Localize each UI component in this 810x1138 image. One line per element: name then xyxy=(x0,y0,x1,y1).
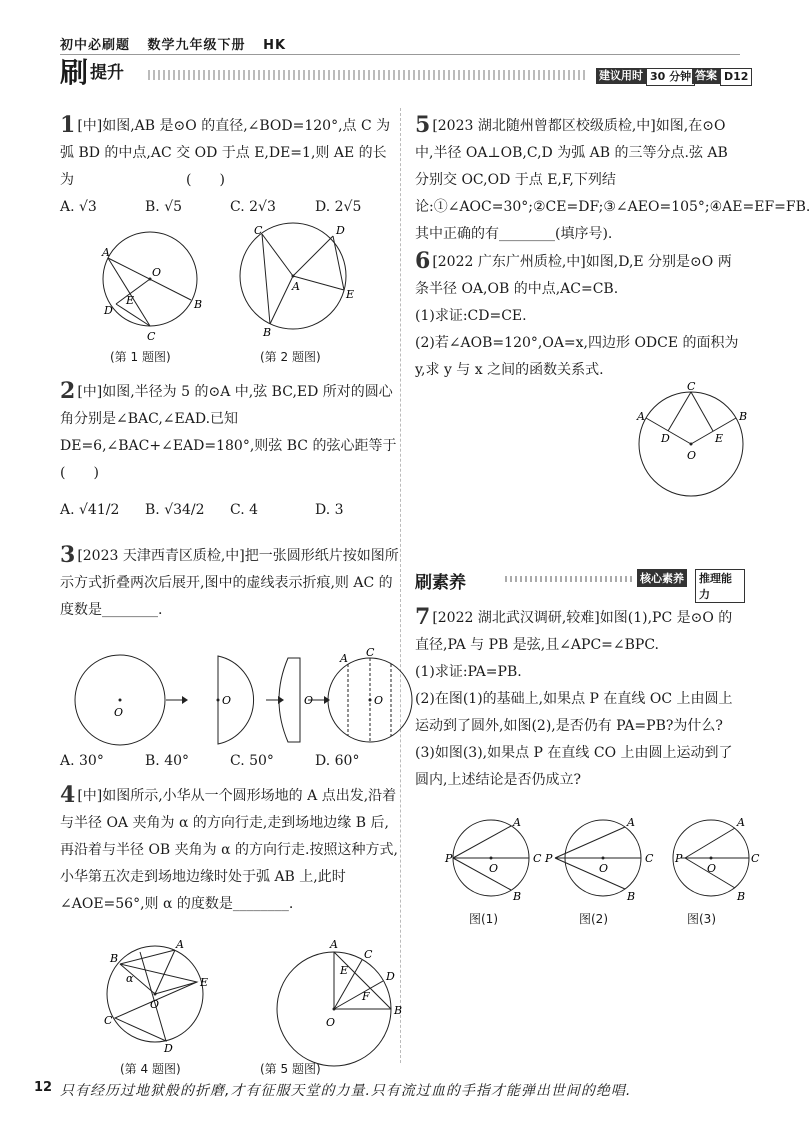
caption-fig1: (第 1 题图) xyxy=(110,350,171,364)
svg-text:A: A xyxy=(292,280,300,293)
caption-fig2: (第 2 题图) xyxy=(260,350,321,364)
svg-text:C: C xyxy=(366,646,375,659)
svg-text:B: B xyxy=(737,890,746,903)
svg-text:D: D xyxy=(661,432,670,445)
q7-part1: (1)求证:PA=PB. xyxy=(415,664,522,680)
caption-q7-fig3: 图(3) xyxy=(687,912,716,926)
section-header xyxy=(415,568,745,601)
section-brand: 刷提升 xyxy=(60,56,125,89)
svg-text:E: E xyxy=(346,288,355,301)
svg-text:E: E xyxy=(200,976,209,989)
svg-text:C: C xyxy=(533,852,542,865)
svg-text:E: E xyxy=(340,964,349,977)
q6-figure xyxy=(635,380,755,504)
svg-text:A: A xyxy=(737,816,745,829)
q1-options: A. √3 B. √5 C. 2√3 D. 2√5 xyxy=(60,199,362,215)
svg-text:O: O xyxy=(326,1016,336,1029)
q1-text: [中]如图,AB 是⊙O 的直径,∠BOD=120°,点 C 为弧 BD 的中点,AC 交 OD 于点 E,DE=1,则 AE 的长为 ( ) xyxy=(60,118,391,188)
answer-label: 答案 xyxy=(692,68,720,84)
q3-options-wrap xyxy=(60,748,400,775)
caption-fig5: (第 5 题图) xyxy=(260,1062,321,1076)
svg-text:O: O xyxy=(114,706,124,719)
q3-text: [2023 天津西青区质检,中]把一张圆形纸片按如图所示方式折叠两次后展开,图中的虚线表示折痕,则 AC 的度数是________. xyxy=(60,548,399,618)
svg-text:A: A xyxy=(340,652,348,665)
time-label: 建议用时 xyxy=(596,68,646,84)
q5-text: [2023 湖北随州曾都区校级质检,中]如图,在⊙O 中,半径 OA⊥OB,C,D 为弧 AB 的三等分点.弦 AB 分别交 OC,OD 于点 E,F,下列结论:①∠AOC=30°;②CE=DF;③∠AEO=105°;④AE=EF=FB.其中正确的有________(填序号). xyxy=(415,118,810,242)
answer-value: D12 xyxy=(720,68,752,86)
svg-text:O: O xyxy=(150,998,160,1011)
svg-text:C: C xyxy=(104,1014,113,1027)
svg-text:O: O xyxy=(687,449,697,462)
svg-text:O: O xyxy=(222,694,232,707)
svg-text:C: C xyxy=(751,852,760,865)
q6-part1: (1)求证:CD=CE. xyxy=(415,308,527,324)
page-number: 12 xyxy=(34,1080,53,1095)
svg-text:O: O xyxy=(152,266,162,279)
edition: HK xyxy=(263,38,287,53)
svg-text:P: P xyxy=(675,852,683,865)
svg-text:C: C xyxy=(645,852,654,865)
svg-text:A: A xyxy=(330,938,338,951)
caption-fig4: (第 4 题图) xyxy=(120,1062,181,1076)
header-divider xyxy=(60,54,740,55)
svg-text:O: O xyxy=(707,862,717,875)
badge-core: 核心素养 xyxy=(637,569,687,587)
question-1: 1 [中]如图,AB 是⊙O 的直径,∠BOD=120°,点 C 为弧 BD 的中点,AC 交 OD 于点 E,DE=1,则 AE 的长为 ( ) A. √3 B. √5 C. 2√3 D. 2√5 xyxy=(60,112,400,221)
svg-text:D: D xyxy=(164,1042,173,1055)
q4-q5-figures xyxy=(100,934,403,1055)
q1-q2-figures xyxy=(90,224,390,349)
footer-quote: 只有经历过地狱般的折磨,才有征服天堂的力量.只有流过血的手指才能弹出世间的绝唱. xyxy=(60,1083,632,1099)
section-dots xyxy=(505,576,635,582)
question-6: 6 [2022 广东广州质检,中]如图,D,E 分别是⊙O 两条半径 OA,OB 的中点,AC=CB. (1)求证:CD=CE. (2)若∠AOB=120°,OA=x,四边形 ODCE 的面积为 y,求 y 与 x 之间的函数关系式. xyxy=(415,248,745,384)
svg-text:C: C xyxy=(687,380,696,393)
badge-skill: 推理能力 xyxy=(695,569,745,603)
svg-text:B: B xyxy=(513,890,522,903)
svg-text:D: D xyxy=(386,970,395,983)
subject-title: 数学九年级下册 xyxy=(147,38,246,53)
svg-text:A: A xyxy=(176,938,184,951)
svg-text:A: A xyxy=(627,816,635,829)
svg-text:C: C xyxy=(254,224,263,237)
q6-part2: (2)若∠AOB=120°,OA=x,四边形 ODCE 的面积为 y,求 y 与 x 之间的函数关系式. xyxy=(415,335,739,378)
question-7: 7 [2022 湖北武汉调研,较难]如图(1),PC 是⊙O 的直径,PA 与 PB 是弦,且∠APC=∠BPC. (1)求证:PA=PB. (2)在图(1)的基础上,如果点 P 在直线 OC 上由圆上运动到了圆外,如图(2),是否仍有 PA=PB?为什么? (3)如图(3),如果点 P 在直线 CO 上由圆上运动到了圆内,上述结论是否仍成立? xyxy=(415,604,745,794)
svg-text:B: B xyxy=(194,298,203,311)
q4-text: [中]如图所示,小华从一个圆形场地的 A 点出发,沿着与半径 OA 夹角为 α 的方向行走,走到场地边缘 B 后,再沿着与半径 OB 夹角为 α 的方向行走.按照这种方式,小华第五次走到场地边缘时处于弧 AB 上,此时∠AOE=56°,则 α 的度数是________. xyxy=(60,788,398,912)
svg-text:B: B xyxy=(739,410,748,423)
q7-figures xyxy=(445,816,760,906)
running-header xyxy=(60,34,298,53)
svg-text:B: B xyxy=(110,952,119,965)
svg-text:F: F xyxy=(362,990,370,1003)
q7-part2: (2)在图(1)的基础上,如果点 P 在直线 OC 上由圆上运动到了圆外,如图(2),是否仍有 PA=PB?为什么? xyxy=(415,691,733,734)
q2-text: [中]如图,半径为 5 的⊙A 中,弦 BC,ED 所对的圆心角分别是∠BAC,∠EAD.已知 DE=6,∠BAC+∠EAD=180°,则弦 BC 的弦心距等于 ( ) xyxy=(60,384,593,481)
q3-options: A. 30° B. 40° C. 50° D. 60° xyxy=(60,753,360,769)
svg-text:A: A xyxy=(513,816,521,829)
svg-text:B: B xyxy=(263,326,272,339)
question-2: 2 [中]如图,半径为 5 的⊙A 中,弦 BC,ED 所对的圆心角分别是∠BAC,∠EAD.已知 DE=6,∠BAC+∠EAD=180°,则弦 BC 的弦心距等于 ( ) A. √41/2 B. √34/2 C. 4 D. 3 xyxy=(60,378,400,524)
q6-text: [2022 广东广州质检,中]如图,D,E 分别是⊙O 两条半径 OA,OB 的中点,AC=CB. xyxy=(415,254,732,297)
svg-text:B: B xyxy=(394,1004,403,1017)
question-3: 3 [2023 天津西青区质检,中]把一张圆形纸片按如图所示方式折叠两次后展开,图中的虚线表示折痕,则 AC 的度数是________. xyxy=(60,542,399,618)
svg-text:E: E xyxy=(715,432,724,445)
q3-fold-figure xyxy=(60,648,400,758)
question-4: 4 [中]如图所示,小华从一个圆形场地的 A 点出发,沿着与半径 OA 夹角为 α 的方向行走,走到场地边缘 B 后,再沿着与半径 OB 夹角为 α 的方向行走.按照这种方式,小华第五次走到场地边缘时处于弧 AB 上,此时∠AOE=56°,则 α 的度数是________. xyxy=(60,782,398,912)
svg-text:O: O xyxy=(304,694,314,707)
section-title: 刷素养 xyxy=(415,573,466,593)
question-5: 5 [2023 湖北随州曾都区校级质检,中]如图,在⊙O 中,半径 OA⊥OB,C,D 为弧 AB 的三等分点.弦 AB 分别交 OC,OD 于点 E,F,下列结论:①∠AOC=30°;②CE=DF;③∠AEO=105°;④AE=EF=FB.其中正确的有________(填序号). xyxy=(415,112,810,242)
q7-part3: (3)如图(3),如果点 P 在直线 CO 上由圆上运动到了圆内,上述结论是否仍成立? xyxy=(415,745,733,788)
q2-options: A. √41/2 B. √34/2 C. 4 D. 3 xyxy=(60,502,344,518)
svg-text:D: D xyxy=(336,224,345,237)
svg-text:P: P xyxy=(545,852,553,865)
q7-text: [2022 湖北武汉调研,较难]如图(1),PC 是⊙O 的直径,PA 与 PB 是弦,且∠APC=∠BPC. xyxy=(415,610,733,653)
svg-text:A: A xyxy=(637,410,645,423)
column-divider xyxy=(400,108,401,1063)
dot-rule xyxy=(148,70,588,80)
svg-text:O: O xyxy=(374,694,384,707)
caption-q7-fig2: 图(2) xyxy=(579,912,608,926)
svg-text:D: D xyxy=(104,304,113,317)
caption-q7-fig1: 图(1) xyxy=(469,912,498,926)
series-title: 初中必刷题 xyxy=(60,38,131,53)
svg-text:B: B xyxy=(627,890,636,903)
svg-text:A: A xyxy=(102,246,110,259)
svg-text:E: E xyxy=(126,294,135,307)
svg-text:O: O xyxy=(489,862,499,875)
svg-text:α: α xyxy=(126,972,134,985)
svg-text:C: C xyxy=(147,330,156,343)
svg-text:C: C xyxy=(364,948,373,961)
svg-text:O: O xyxy=(599,862,609,875)
time-value: 30 分钟 xyxy=(646,68,695,86)
svg-text:P: P xyxy=(445,852,453,865)
